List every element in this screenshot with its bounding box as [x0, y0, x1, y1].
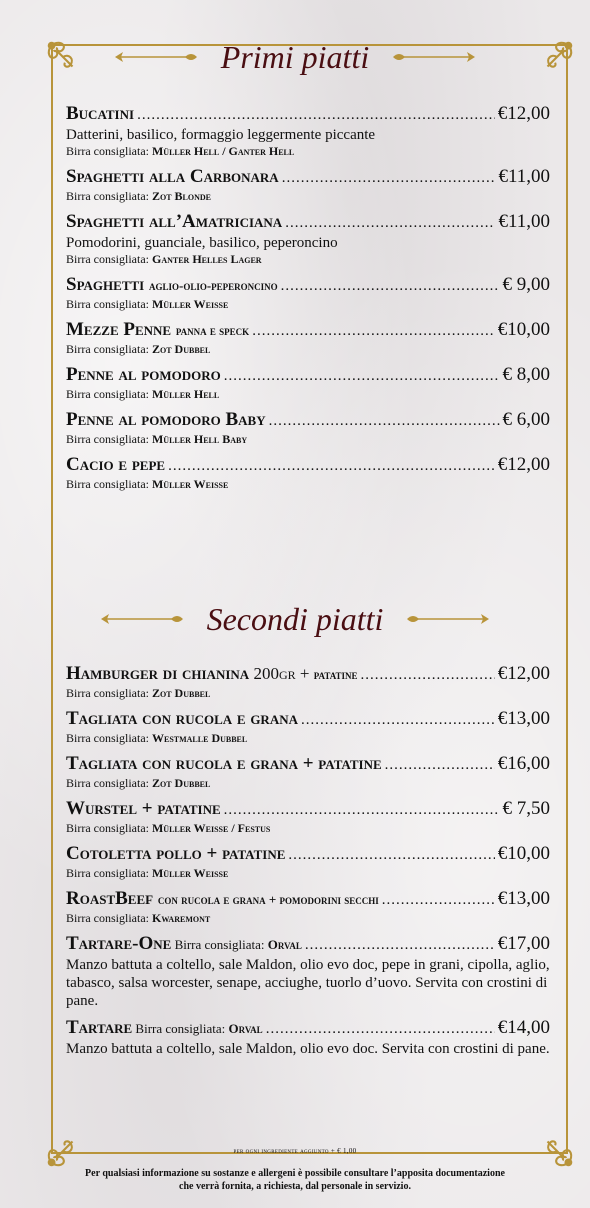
- dish-price: €10,00: [497, 319, 550, 340]
- dot-leader: [266, 1018, 495, 1040]
- title-ornament-icon: [115, 50, 203, 64]
- dot-leader: [285, 212, 495, 234]
- beer-name: Müller Weisse: [151, 297, 229, 311]
- menu-item: [66, 663, 550, 701]
- item-line: [66, 166, 550, 189]
- beer-name: Zot Dubbel: [151, 776, 211, 790]
- dot-leader: [305, 934, 495, 956]
- beer-suggestion: [66, 821, 550, 836]
- beer-suggestion: [66, 477, 550, 492]
- dish-name-text: Wurstel + patatine: [66, 798, 221, 819]
- item-line: [66, 663, 550, 686]
- beer-name: Zot Blonde: [151, 189, 211, 203]
- dish-name-text: Spaghetti alla Carbonara: [66, 166, 279, 187]
- item-line: [66, 274, 550, 297]
- allergen-line: che verrà fornita, a richiesta, dal personale in servizio.: [179, 1181, 411, 1192]
- beer-label: Birra consigliata:: [66, 686, 149, 700]
- dish-price: € 9,00: [502, 274, 550, 295]
- item-line: [66, 708, 550, 731]
- beer-suggestion: [66, 776, 550, 791]
- dot-leader: [385, 754, 495, 776]
- allergen-notice: [0, 1167, 590, 1193]
- dish-name-text: Penne al pomodoro: [66, 364, 221, 385]
- dish-name-text: Tartare: [66, 1017, 133, 1038]
- primi-list: [66, 103, 550, 499]
- dish-name-text: Mezze Penne: [66, 319, 172, 340]
- dish-name-detail: aglio-olio-peperoncino: [148, 278, 278, 293]
- beer-suggestion: [66, 144, 550, 159]
- section-title: Primi piatti: [220, 38, 370, 75]
- dish-price: €16,00: [497, 753, 550, 774]
- menu-item: [66, 274, 550, 312]
- beer-label: Birra consigliata:: [135, 1021, 226, 1036]
- dot-leader: [224, 799, 500, 821]
- dish-name-text: Bucatini: [66, 103, 135, 124]
- dish-description: Manzo battuta a coltello, sale Maldon, olio evo doc, pepe in grani, cipolla, aglio, tabasco, salsa worcester, senape, acciughe, tuorlo d’uovo. Servita con crostini di pane.: [66, 957, 550, 1009]
- dot-leader: [252, 320, 495, 342]
- item-line: [66, 1017, 550, 1040]
- title-ornament-icon: [387, 50, 475, 64]
- beer-suggestion: [66, 252, 550, 267]
- menu-item: [66, 166, 550, 204]
- beer-label: Birra consigliata:: [66, 387, 149, 401]
- dish-name-text: Penne al pomodoro Baby: [66, 409, 266, 430]
- beer-label: Birra consigliata:: [66, 297, 149, 311]
- dish-name-detail: con rucola e grana + pomodorini secchi: [157, 892, 379, 907]
- beer-name: Orval: [267, 937, 302, 952]
- dish-name: [66, 166, 279, 188]
- dot-leader: [361, 664, 495, 686]
- dot-leader: [168, 455, 495, 477]
- item-line: [66, 843, 550, 866]
- beer-name: Ganter Helles Lager: [151, 252, 262, 266]
- beer-label: Birra consigliata:: [66, 911, 149, 925]
- beer-name: Müller Weisse: [151, 477, 229, 491]
- item-line: [66, 211, 550, 234]
- primi-header: [0, 32, 590, 82]
- dish-name-text: Spaghetti all’Amatriciana: [66, 211, 283, 232]
- menu-item: [66, 843, 550, 881]
- section-title: Secondi piatti: [206, 600, 384, 637]
- dot-leader: [301, 709, 495, 731]
- dish-description: Pomodorini, guanciale, basilico, peperoncino: [66, 235, 338, 251]
- dish-price: €12,00: [497, 454, 550, 475]
- dish-name-text: Cacio e pepe: [66, 454, 166, 475]
- menu-item: [66, 933, 550, 1010]
- item-line: [66, 409, 550, 432]
- dish-description: Datterini, basilico, formaggio leggermente piccante: [66, 127, 376, 143]
- dish-price: €10,00: [497, 843, 550, 864]
- dish-name-text: Cotoletta pollo + patatine: [66, 843, 286, 864]
- dish-name: [66, 319, 249, 342]
- beer-label: Birra consigliata:: [66, 189, 149, 203]
- dish-name: [66, 274, 278, 297]
- beer-suggestion: [66, 731, 550, 746]
- dish-extra: 200gr +: [249, 664, 314, 683]
- dish-name: [66, 103, 134, 125]
- dish-price: €12,00: [497, 103, 550, 124]
- title-ornament-icon: [401, 612, 489, 626]
- beer-name: Müller Weisse: [151, 866, 229, 880]
- beer-name: Müller Hell Baby: [151, 432, 248, 446]
- beer-label: Birra consigliata:: [66, 866, 149, 880]
- dish-name: [66, 888, 379, 911]
- dish-name-text: Tartare-One: [66, 933, 172, 954]
- menu-item: [66, 798, 550, 836]
- dish-price: €14,00: [497, 1017, 550, 1038]
- dot-leader: [281, 275, 500, 297]
- dish-price: €13,00: [497, 888, 550, 909]
- dish-name-text: Hamburger di chianina: [66, 663, 250, 684]
- dot-leader: [224, 365, 500, 387]
- dish-name-text: Spaghetti: [66, 274, 145, 295]
- dish-extra-detail: patatine: [313, 667, 358, 682]
- dish-price: €12,00: [497, 663, 550, 684]
- menu-item: [66, 454, 550, 492]
- beer-label: Birra consigliata:: [66, 252, 149, 266]
- dot-leader: [288, 844, 494, 866]
- beer-suggestion: [66, 387, 550, 402]
- menu-item: [66, 753, 550, 791]
- dish-name-text: Tagliata con rucola e grana + patatine: [66, 753, 382, 774]
- dish-name-text: RoastBeef: [66, 888, 154, 909]
- item-line: [66, 364, 550, 387]
- menu-item: [66, 103, 550, 159]
- beer-label: Birra consigliata:: [66, 477, 149, 491]
- beer-label: Birra consigliata:: [66, 776, 149, 790]
- title-ornament-icon: [101, 612, 189, 626]
- menu-item: [66, 1017, 550, 1058]
- dish-description: Manzo battuta a coltello, sale Maldon, olio evo doc. Servita con crostini di pane.: [66, 1041, 550, 1057]
- dish-name: [66, 1017, 263, 1040]
- beer-name: Orval: [228, 1021, 263, 1036]
- menu-item: [66, 409, 550, 447]
- beer-label: Birra consigliata:: [66, 342, 149, 356]
- dish-name: [66, 933, 302, 956]
- beer-label: Birra consigliata:: [66, 731, 149, 745]
- beer-suggestion: [66, 866, 550, 881]
- beer-name: Müller Hell: [151, 387, 220, 401]
- beer-name: Westmalle Dubbel: [151, 731, 248, 745]
- item-line: [66, 103, 550, 126]
- inline-beer-suggestion: [171, 937, 302, 952]
- dish-name: [66, 708, 298, 730]
- beer-suggestion: [66, 189, 550, 204]
- menu-item: [66, 364, 550, 402]
- menu-item: [66, 708, 550, 746]
- menu-item: [66, 319, 550, 357]
- item-line: [66, 888, 550, 911]
- item-line: [66, 319, 550, 342]
- beer-suggestion: [66, 297, 550, 312]
- beer-suggestion: [66, 686, 550, 701]
- secondi-list: [66, 663, 550, 1065]
- dish-name: [66, 798, 221, 820]
- item-line: [66, 753, 550, 776]
- dot-leader: [269, 410, 500, 432]
- item-line: [66, 933, 550, 956]
- dish-price: € 7,50: [502, 798, 550, 819]
- allergen-line: Per qualsiasi informazione su sostanze e allergeni è possibile consultare l’apposita documentazione: [85, 1168, 505, 1179]
- beer-label: Birra consigliata:: [174, 937, 265, 952]
- dish-price: €17,00: [497, 933, 550, 954]
- dish-name: [66, 211, 282, 233]
- secondi-header: [0, 594, 590, 644]
- beer-suggestion: [66, 911, 550, 926]
- extra-ingredient-note: per ogni ingrediente aggiunto + € 1,00: [233, 1147, 357, 1155]
- dish-name: [66, 843, 285, 865]
- dish-price: €11,00: [498, 211, 550, 232]
- dish-price: € 6,00: [502, 409, 550, 430]
- dish-name: [66, 454, 165, 476]
- beer-suggestion: [66, 342, 550, 357]
- dot-leader: [382, 889, 495, 911]
- beer-name: Müller Weisse / Festus: [151, 821, 271, 835]
- dish-name: [66, 409, 266, 431]
- inline-beer-suggestion: [132, 1021, 263, 1036]
- dish-name: [66, 364, 221, 386]
- beer-label: Birra consigliata:: [66, 821, 149, 835]
- dish-name-detail: panna e speck: [175, 323, 250, 338]
- item-line: [66, 454, 550, 477]
- beer-suggestion: [66, 432, 550, 447]
- menu-item: [66, 211, 550, 267]
- dot-leader: [282, 167, 496, 189]
- dish-name: [66, 753, 382, 775]
- beer-name: Kwaremont: [151, 911, 211, 925]
- dish-price: € 8,00: [502, 364, 550, 385]
- menu-item: [66, 888, 550, 926]
- beer-name: Zot Dubbel: [151, 342, 211, 356]
- item-line: [66, 798, 550, 821]
- beer-name: Müller Hell / Ganter Hell: [151, 144, 295, 158]
- beer-name: Zot Dubbel: [151, 686, 211, 700]
- beer-label: Birra consigliata:: [66, 144, 149, 158]
- dish-price: €13,00: [497, 708, 550, 729]
- beer-label: Birra consigliata:: [66, 432, 149, 446]
- dish-name-text: Tagliata con rucola e grana: [66, 708, 298, 729]
- dot-leader: [137, 104, 495, 126]
- dish-price: €11,00: [498, 166, 550, 187]
- dish-name: [66, 663, 358, 686]
